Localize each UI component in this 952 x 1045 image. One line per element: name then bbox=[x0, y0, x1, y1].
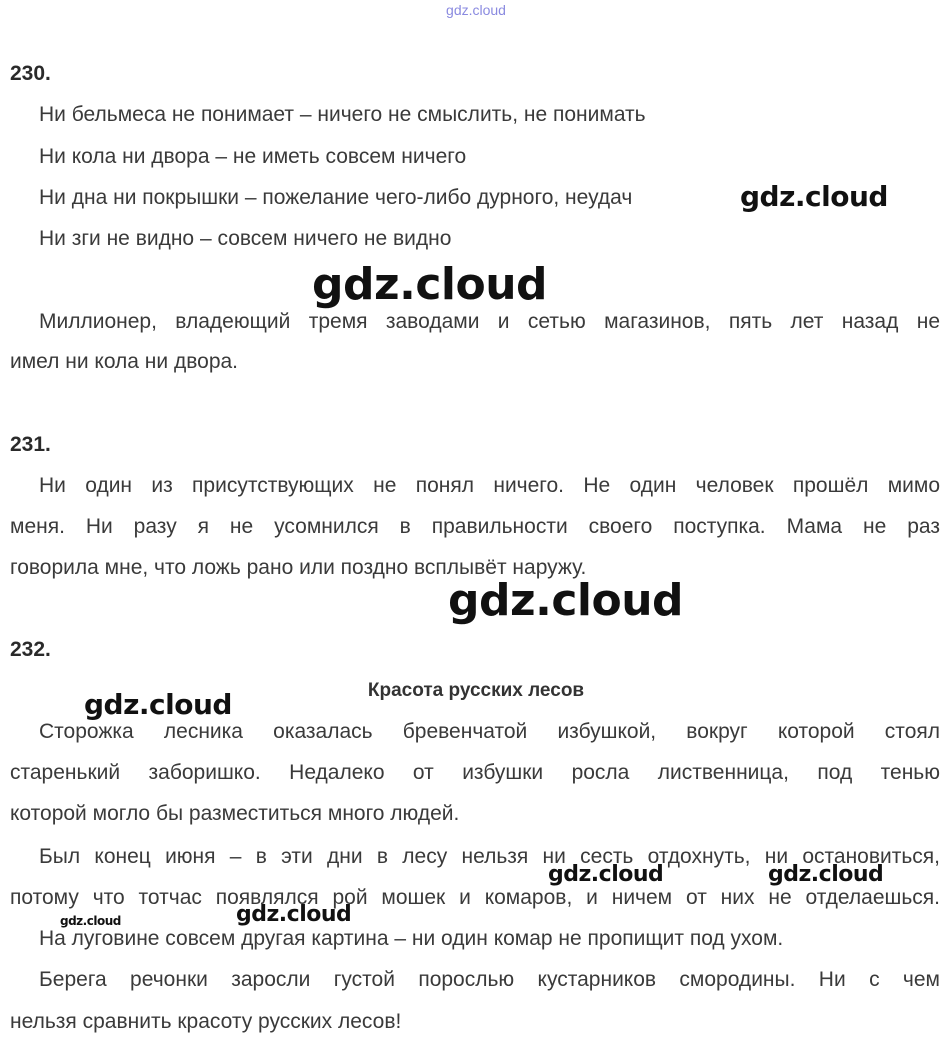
watermark: gdz.cloud bbox=[768, 862, 884, 887]
idiom-line-2: Ни кола ни двора – не иметь совсем ничего bbox=[39, 145, 467, 168]
exercise-number-232: 232. bbox=[10, 638, 51, 661]
idiom-line-4: Ни зги не видно – совсем ничего не видно bbox=[39, 227, 452, 250]
watermark: gdz.cloud bbox=[548, 862, 664, 887]
watermark: gdz.cloud bbox=[740, 180, 888, 213]
watermark: gdz.cloud bbox=[236, 902, 352, 927]
exercise-232-line-7: Берега речонки заросли густой порослью кустарников смородины. Ни с чем bbox=[39, 968, 940, 991]
exercise-232-line-1: Сторожка лесника оказалась бревенчатой избушкой, вокруг которой стоял bbox=[39, 720, 940, 743]
watermark: gdz.cloud bbox=[60, 914, 121, 928]
exercise-number-231: 231. bbox=[10, 433, 51, 456]
watermark: gdz.cloud bbox=[312, 259, 548, 310]
exercise-231-line-3: говорила мне, что ложь рано или поздно всплывёт наружу. bbox=[10, 556, 587, 579]
example-sentence-line-2: имел ни кола ни двора. bbox=[10, 350, 239, 373]
exercise-232-line-6: На луговине совсем другая картина – ни один комар не пропищит под ухом. bbox=[39, 927, 784, 950]
idiom-line-1: Ни бельмеса не понимает – ничего не смыслить, не понимать bbox=[39, 103, 646, 126]
exercise-231-line-2: меня. Ни разу я не усомнился в правильности своего поступка. Мама не раз bbox=[10, 515, 940, 538]
exercise-number-230: 230. bbox=[10, 62, 51, 85]
idiom-line-3: Ни дна ни покрышки – пожелание чего-либо дурного, неудач bbox=[39, 186, 633, 209]
site-mark: gdz.cloud bbox=[446, 2, 506, 18]
exercise-232-line-2: старенький заборишко. Недалеко от избушки росла лиственница, под тенью bbox=[10, 761, 940, 784]
watermark: gdz.cloud bbox=[448, 575, 684, 626]
exercise-231-line-1: Ни один из присутствующих не понял ничего. Не один человек прошёл мимо bbox=[39, 474, 940, 497]
text-title: Красота русских лесов bbox=[367, 680, 585, 701]
exercise-232-line-5: потому что тотчас появлялся рой мошек и комаров, и ничем от них не отделаешься. bbox=[10, 886, 940, 909]
example-sentence-line-1: Миллионер, владеющий тремя заводами и сетью магазинов, пять лет назад не bbox=[39, 310, 940, 333]
watermark: gdz.cloud bbox=[84, 688, 232, 721]
exercise-232-line-3: которой могло бы разместиться много людей. bbox=[10, 802, 460, 825]
exercise-232-line-4: Был конец июня – в эти дни в лесу нельзя ни сесть отдохнуть, ни остановиться, bbox=[39, 845, 940, 868]
exercise-232-line-8: нельзя сравнить красоту русских лесов! bbox=[10, 1010, 402, 1033]
